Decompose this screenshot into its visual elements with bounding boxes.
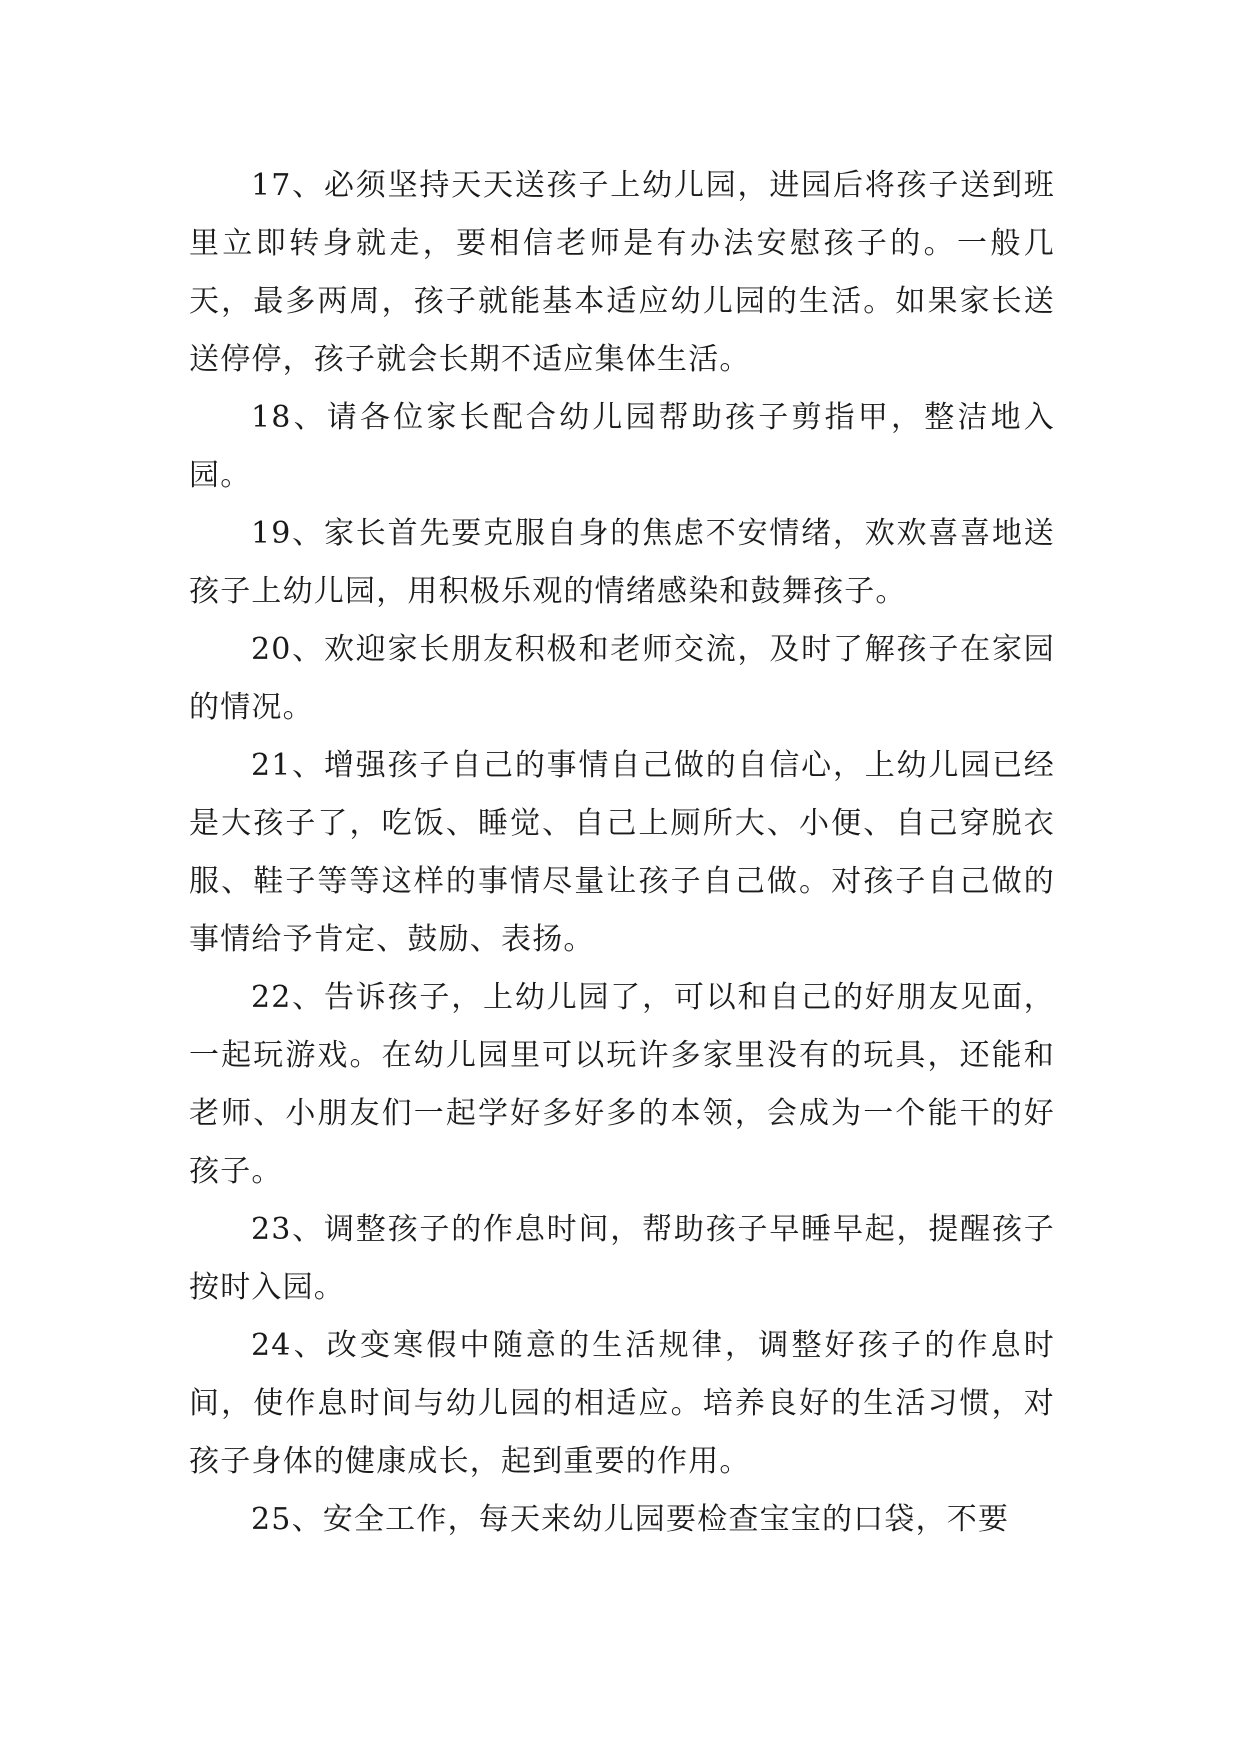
paragraph-25: 25、安全工作，每天来幼儿园要检查宝宝的口袋，不要 bbox=[251, 1502, 1010, 1537]
paragraph-22: 22、告诉孩子，上幼儿园了，可以和自己的好朋友见面，一起玩游戏。在幼儿园里可以玩许多家里没有的玩具，还能和老师、小朋友们一起学好多好多的本领，会成为一个能干的好孩子。 bbox=[189, 980, 1055, 1189]
paragraph-20: 20、欢迎家长朋友积极和老师交流，及时了解孩子在家园的情况。 bbox=[189, 632, 1055, 725]
paragraph-23: 23、调整孩子的作息时间，帮助孩子早睡早起，提醒孩子按时入园。 bbox=[189, 1212, 1055, 1305]
paragraph-18: 18、请各位家长配合幼儿园帮助孩子剪指甲，整洁地入园。 bbox=[189, 400, 1055, 493]
paragraph-24: 24、改变寒假中随意的生活规律，调整好孩子的作息时间，使作息时间与幼儿园的相适应。培养良好的生活习惯，对孩子身体的健康成长，起到重要的作用。 bbox=[189, 1328, 1055, 1479]
document-body bbox=[189, 157, 1055, 1549]
paragraph-19: 19、家长首先要克服自身的焦虑不安情绪，欢欢喜喜地送孩子上幼儿园，用积极乐观的情绪感染和鼓舞孩子。 bbox=[189, 516, 1055, 609]
paragraph-17: 17、必须坚持天天送孩子上幼儿园，进园后将孩子送到班里立即转身就走，要相信老师是有办法安慰孩子的。一般几天，最多两周，孩子就能基本适应幼儿园的生活。如果家长送送停停，孩子就会长期不适应集体生活。 bbox=[189, 168, 1055, 377]
paragraph-21: 21、增强孩子自己的事情自己做的自信心，上幼儿园已经是大孩子了，吃饭、睡觉、自己上厕所大、小便、自己穿脱衣服、鞋子等等这样的事情尽量让孩子自己做。对孩子自己做的事情给予肯定、鼓励、表扬。 bbox=[189, 748, 1055, 957]
